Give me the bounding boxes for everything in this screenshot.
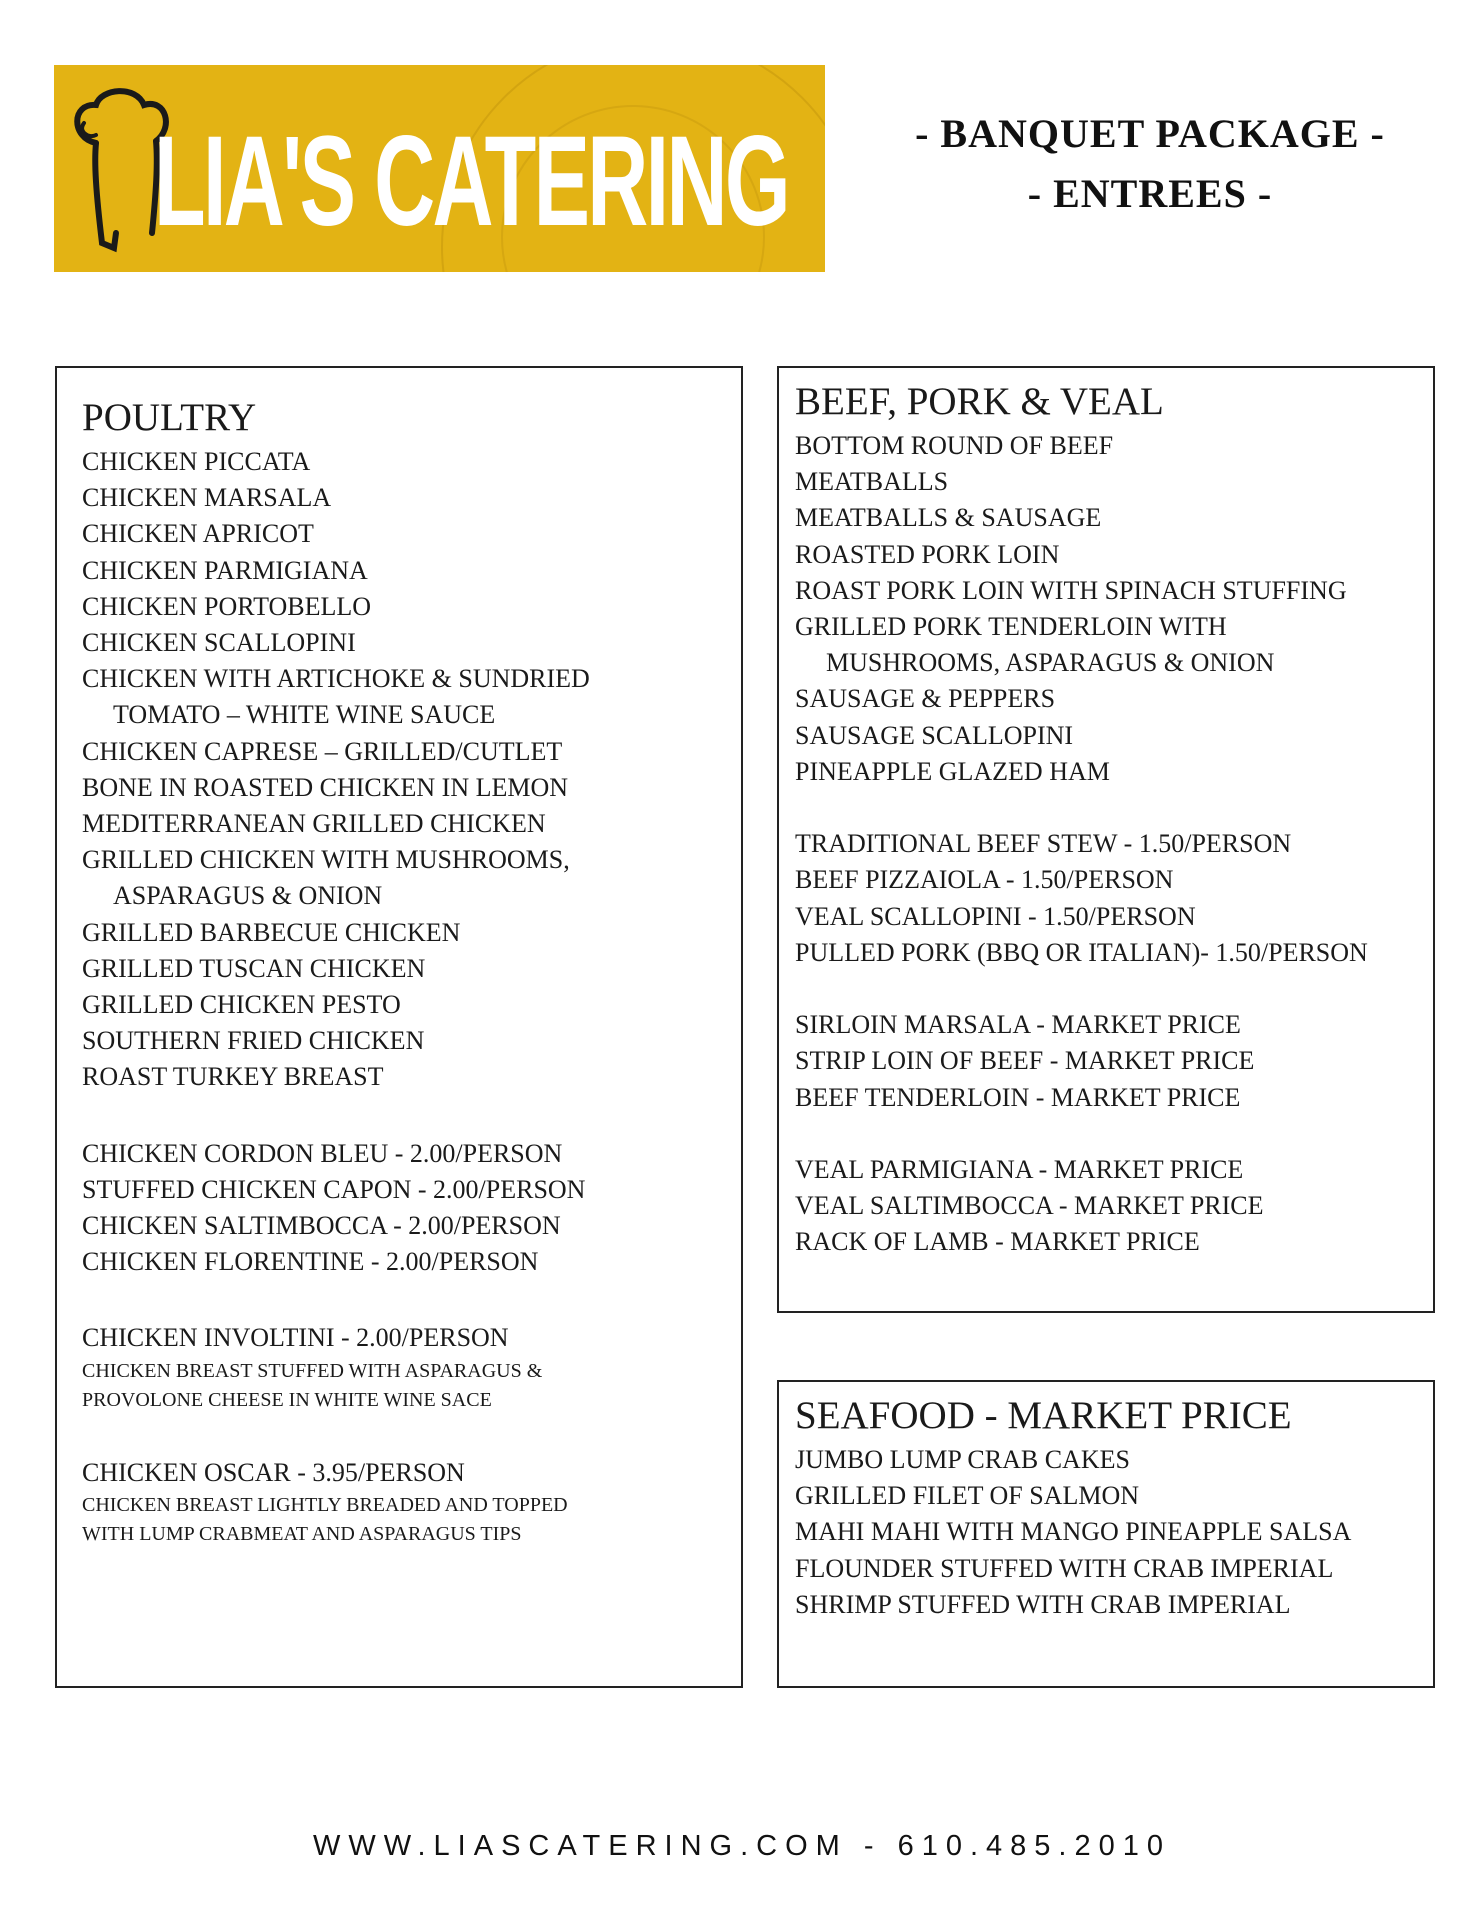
beef-market-list-1: [795, 1007, 1433, 1116]
oscar-item: [82, 1455, 741, 1549]
beef-premium-list: [795, 826, 1433, 971]
beef-pork-veal-section: [777, 366, 1435, 1313]
menu-item: [795, 609, 1433, 681]
menu-item: CHICKEN PARMIGIANA: [82, 555, 368, 585]
menu-item: FLOUNDER STUFFED WITH CRAB IMPERIAL: [795, 1553, 1334, 1583]
premium-item: CHICKEN SALTIMBOCCA - 2.00/PERSON: [82, 1211, 561, 1241]
menu-item: CHICKEN SCALLOPINI: [82, 628, 356, 658]
menu-item: MEATBALLS & SAUSAGE: [795, 503, 1102, 533]
spacer: [82, 1096, 741, 1136]
menu-item: CHICKEN MARSALA: [82, 483, 332, 513]
menu-item: SOUTHERN FRIED CHICKEN: [82, 1026, 425, 1056]
menu-item: GRILLED CHICKEN PESTO: [82, 990, 401, 1020]
brand-logo: [54, 65, 825, 272]
market-item: BEEF TENDERLOIN - MARKET PRICE: [795, 1082, 1241, 1112]
oscar-desc-1: CHICKEN BREAST LIGHTLY BREADED AND TOPPED: [82, 1493, 568, 1516]
menu-item: [82, 842, 741, 914]
menu-item: SHRIMP STUFFED WITH CRAB IMPERIAL: [795, 1589, 1291, 1619]
premium-item: CHICKEN CORDON BLEU - 2.00/PERSON: [82, 1138, 563, 1168]
menu-item: ROASTED PORK LOIN: [795, 539, 1060, 569]
market-item: STRIP LOIN OF BEEF - MARKET PRICE: [795, 1046, 1255, 1076]
beef-market-list-2: [795, 1152, 1433, 1261]
menu-item: CHICKEN APRICOT: [82, 519, 314, 549]
menu-item: SAUSAGE & PEPPERS: [795, 684, 1056, 714]
title-line-1: - BANQUET PACKAGE -: [915, 111, 1385, 156]
spacer: [82, 1280, 741, 1320]
poultry-section: [55, 366, 743, 1688]
menu-item: BONE IN ROASTED CHICKEN IN LEMON: [82, 772, 569, 802]
premium-item: STUFFED CHICKEN CAPON - 2.00/PERSON: [82, 1174, 586, 1204]
premium-item: VEAL SCALLOPINI - 1.50/PERSON: [795, 901, 1196, 931]
market-item: RACK OF LAMB - MARKET PRICE: [795, 1227, 1200, 1257]
premium-item: TRADITIONAL BEEF STEW - 1.50/PERSON: [795, 829, 1292, 859]
involtini-desc-1: CHICKEN BREAST STUFFED WITH ASPARAGUS &: [82, 1359, 543, 1382]
menu-item: [82, 661, 741, 733]
menu-item-continuation: MUSHROOMS, ASPARAGUS & ONION: [826, 648, 1275, 678]
footer-contact: WWW.LIASCATERING.COM - 610.485.2010: [312, 1830, 1172, 1862]
menu-item-continuation: TOMATO – WHITE WINE SAUCE: [113, 700, 496, 730]
menu-item: PINEAPPLE GLAZED HAM: [795, 756, 1110, 786]
title-line-2: - ENTREES -: [1027, 171, 1273, 216]
spacer: [795, 971, 1433, 1007]
involtini-name: CHICKEN INVOLTINI - 2.00/PERSON: [82, 1323, 509, 1353]
section-heading-poultry: POULTRY: [82, 396, 257, 439]
menu-item-line: GRILLED CHICKEN WITH MUSHROOMS,: [82, 845, 570, 875]
menu-item-line: GRILLED PORK TENDERLOIN WITH: [795, 612, 1227, 642]
menu-item: ROAST PORK LOIN WITH SPINACH STUFFING: [795, 575, 1347, 605]
seafood-list: [795, 1442, 1433, 1623]
menu-item: MEDITERRANEAN GRILLED CHICKEN: [82, 809, 546, 839]
menu-item: GRILLED TUSCAN CHICKEN: [82, 953, 426, 983]
menu-item: SAUSAGE SCALLOPINI: [795, 720, 1074, 750]
menu-item: CHICKEN CAPRESE – GRILLED/CUTLET: [82, 736, 563, 766]
menu-item: JUMBO LUMP CRAB CAKES: [795, 1445, 1130, 1474]
logo-wordmark: LIA'S CATERING: [154, 110, 788, 253]
spacer: [82, 1415, 741, 1455]
section-heading-seafood: SEAFOOD - MARKET PRICE: [795, 1394, 1292, 1437]
involtini-desc-2: PROVOLONE CHEESE IN WHITE WINE SACE: [82, 1388, 492, 1411]
oscar-desc-2: WITH LUMP CRABMEAT AND ASPARAGUS TIPS: [82, 1522, 522, 1545]
menu-item: GRILLED FILET OF SALMON: [795, 1481, 1140, 1511]
menu-item-line: CHICKEN WITH ARTICHOKE & SUNDRIED: [82, 664, 590, 694]
menu-item: CHICKEN PORTOBELLO: [82, 591, 372, 621]
premium-item: PULLED PORK (BBQ OR ITALIAN)- 1.50/PERSON: [795, 937, 1368, 967]
spacer: [795, 790, 1433, 826]
spacer: [795, 1116, 1433, 1152]
menu-item: MAHI MAHI WITH MANGO PINEAPPLE SALSA: [795, 1517, 1352, 1547]
menu-item: GRILLED BARBECUE CHICKEN: [82, 917, 461, 947]
seafood-section: [777, 1380, 1435, 1688]
oscar-name: CHICKEN OSCAR - 3.95/PERSON: [82, 1457, 465, 1487]
poultry-list: [82, 444, 741, 1096]
premium-item: CHICKEN FLORENTINE - 2.00/PERSON: [82, 1247, 539, 1277]
menu-item: BOTTOM ROUND OF BEEF: [795, 431, 1114, 460]
premium-item: BEEF PIZZAIOLA - 1.50/PERSON: [795, 865, 1174, 895]
menu-item: MEATBALLS: [795, 467, 949, 497]
market-item: SIRLOIN MARSALA - MARKET PRICE: [795, 1010, 1241, 1040]
section-heading-beef: BEEF, PORK & VEAL: [795, 380, 1164, 423]
beef-list: [795, 428, 1433, 790]
menu-item: CHICKEN PICCATA: [82, 447, 311, 476]
menu-item: ROAST TURKEY BREAST: [82, 1062, 384, 1092]
poultry-premium-list: [82, 1136, 741, 1281]
market-item: VEAL SALTIMBOCCA - MARKET PRICE: [795, 1191, 1264, 1221]
involtini-item: [82, 1320, 741, 1414]
page-title: [880, 104, 1420, 224]
market-item: VEAL PARMIGIANA - MARKET PRICE: [795, 1155, 1244, 1185]
menu-item-continuation: ASPARAGUS & ONION: [113, 881, 383, 911]
